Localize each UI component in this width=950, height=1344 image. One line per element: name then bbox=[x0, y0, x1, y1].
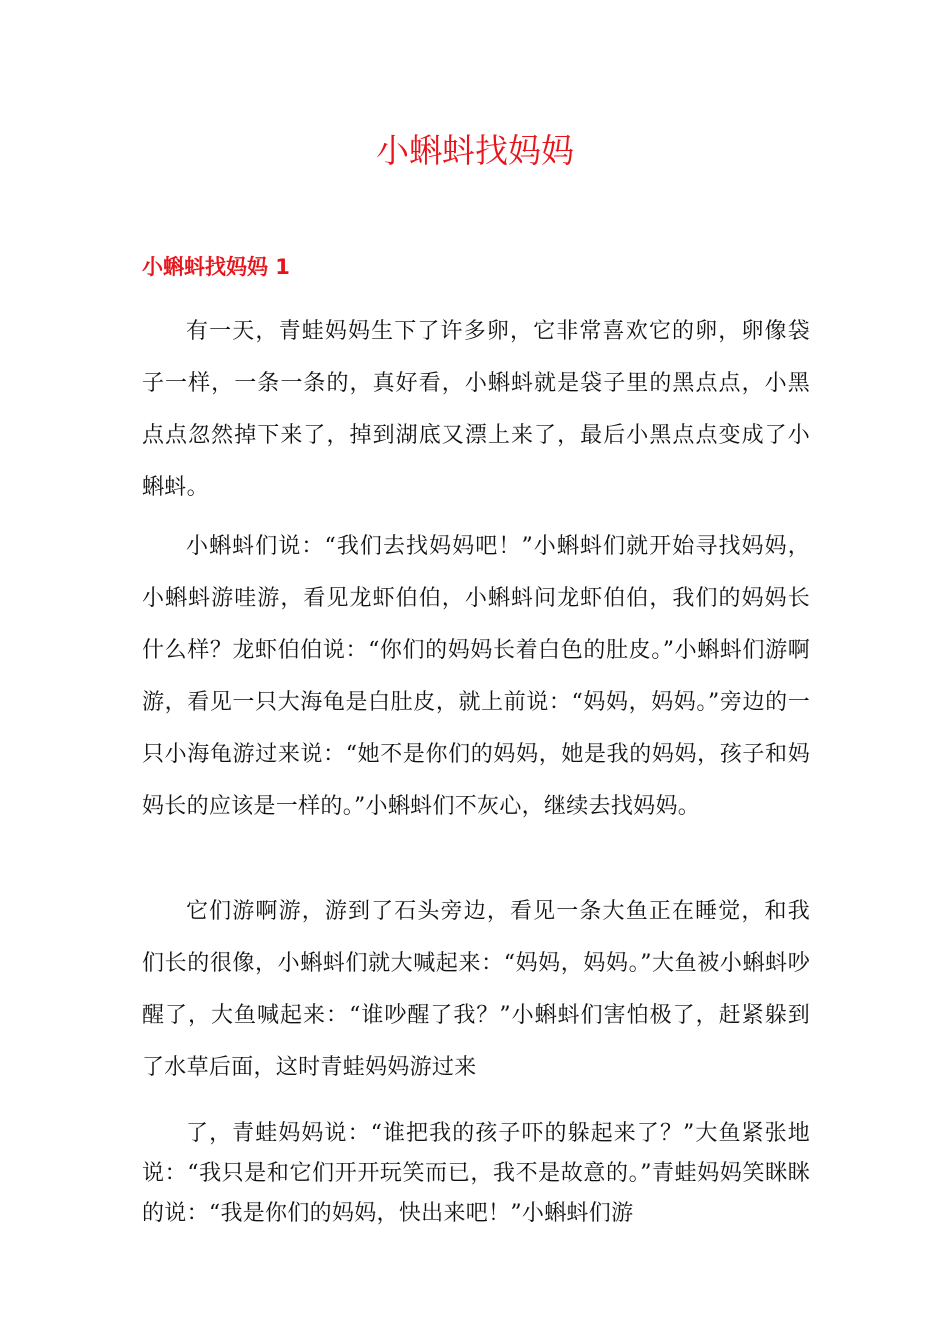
paragraph-1: 有一天，青蛙妈妈生下了许多卵，它非常喜欢它的卵，卵像袋子一样，一条一条的，真好看，小蝌蚪就是袋子里的黑点点，小黑点点忽然掉下来了，掉到湖底又漂上来了，最后小黑点点变成了小蝌蚪。 bbox=[142, 319, 810, 500]
paragraph-4: 了，青蛙妈妈说：“谁把我的孩子吓的躲起来了？”大鱼紧张地说：“我只是和它们开开玩笑而已，我不是故意的。”青蛙妈妈笑眯眯的说：“我是你们的妈妈，快出来吧！”小蝌蚪们游 bbox=[142, 1121, 810, 1226]
paragraph-2: 小蝌蚪们说：“我们去找妈妈吧！”小蝌蚪们就开始寻找妈妈，小蝌蚪游哇游，看见龙虾伯伯，小蝌蚪问龙虾伯伯，我们的妈妈长什么样？龙虾伯伯说：“你们的妈妈长着白色的肚皮。”小蝌蚪们游啊游，看见一只大海龟是白肚皮，就上前说：“妈妈，妈妈。”旁边的一只小海龟游过来说：“她不是你们的妈妈，她是我的妈妈，孩子和妈妈长的应该是一样的。”小蝌蚪们不灰心，继续去找妈妈。 bbox=[142, 534, 810, 819]
paragraph-3: 它们游啊游，游到了石头旁边，看见一条大鱼正在睡觉，和我们长的很像，小蝌蚪们就大喊起来：“妈妈，妈妈。”大鱼被小蝌蚪吵醒了，大鱼喊起来：“谁吵醒了我？”小蝌蚪们害怕极了，赶紧躲到了水草后面，这时青蛙妈妈游过来 bbox=[142, 899, 810, 1080]
section-heading: 小蝌蚪找妈妈 1 bbox=[142, 255, 290, 279]
document-title: 小蝌蚪找妈妈 bbox=[376, 131, 574, 170]
